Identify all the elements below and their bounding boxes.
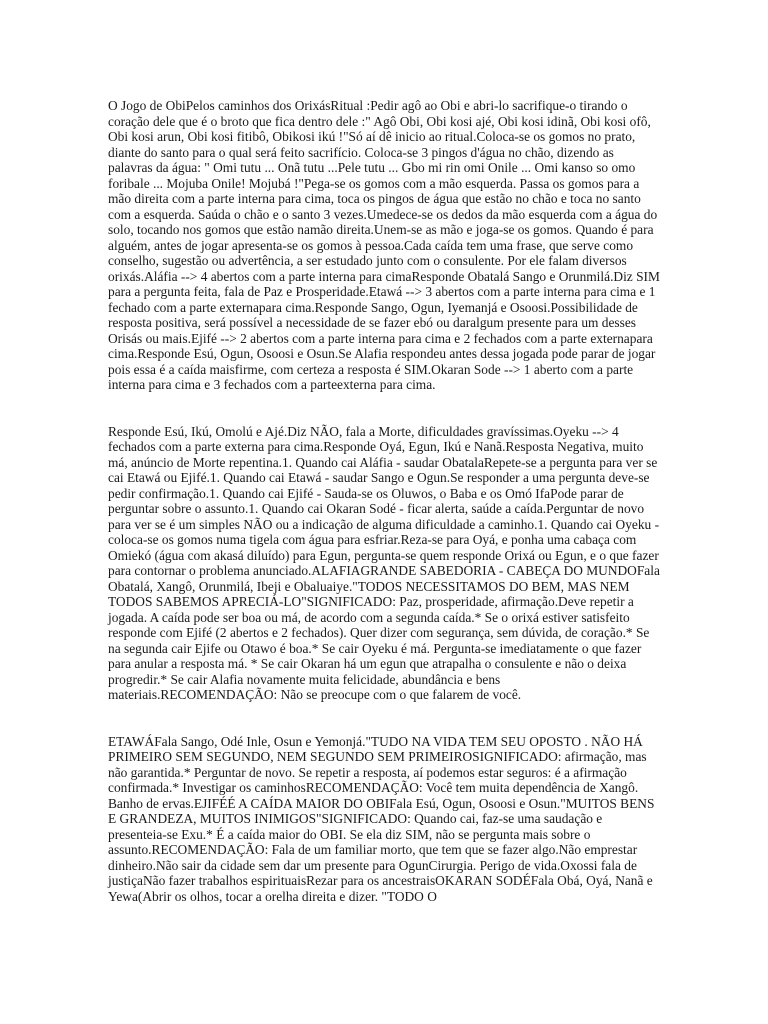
paragraph-responses: Responde Esú, Ikú, Omolú e Ajé.Diz NÃO, fala a Morte, dificuldades gravíssimas.Oyeku --> 4 fechados com a parte externa para cima.Responde Oyá, Egun, Ikú e Nanã.Resposta Negativa, muito má, anúncio de Morte repentina.1. Quando cai Aláfia - saudar ObatalaRepete-se a pergunta para ver se cai Etawá ou Ejifé.1. Quando cai Etawá - saudar Sango e Ogun.Se responder a uma pergunta deve-se pedir confirmação.1. Quando cai Ejifé - Sauda-se os Oluwos, o Baba e os Omó IfaPode parar de perguntar sobre o assunto.1. Quando cai Okaran Sodé - ficar alerta, saúde a caída.Perguntar de novo para ver se é um simples NÃO ou a indicação de alguma dificuldade a caminho.1. Quando cai Oyeku - coloca-se os gomos numa tigela com água para esfriar.Reza-se para Oyá, e ponha uma cabaça com Omiekó (água com akasá diluído) para Egun, pergunta-se quem responde Orixá ou Egun, e o que fazer para contornar o problema anunciado.ALAFIAGRANDE SABEDORIA - CABEÇA DO MUNDOFala Obatalá, Xangô, Orunmilá, Ibeji e Obaluaiye."TODOS NECESSITAMOS DO BEM, MAS NEM TODOS SABEMOS APRECIÁ-LO"SIGNIFICADO: Paz, prosperidade, afirmação.Deve repetir a jogada. A caída pode ser boa ou má, de acordo com a segunda caída.* Se o orixá estiver satisfeito responde com Ejifé (2 abertos e 2 fechados). Quer dizer com segurança, sem dúvida, de coração.* Se na segunda cair Ejife ou Otawo é boa.* Se cair Oyeku é má. Pergunta-se imediatamente o que fazer para anular a resposta má. * Se cair Okaran há um egun que atrapalha o consulente e não o deixa progredir.* Se cair Alafia novamente muita felicidade, abundância e bens materiais.RECOMENDAÇÃO: Não se preocupe com o que falarem de você. — [108, 423, 660, 702]
paragraph-gap — [108, 703, 660, 734]
paragraph-etawa: ETAWÁFala Sango, Odé Inle, Osun e Yemonjá."TUDO NA VIDA TEM SEU OPOSTO . NÃO HÁ PRIMEIRO SEM SEGUNDO, NEM SEGUNDO SEM PRIMEIROSIGNIFICADO: afirmação, mas não garantida.* Perguntar de novo. Se repetir a resposta, aí podemos estar seguros: é a afirmação confirmada.* Investigar os caminhosRECOMENDAÇÃO: Você tem muita dependência de Xangô. Banho de ervas.EJIFÉÉ A CAÍDA MAIOR DO OBIFala Esú, Ogun, Osoosi e Osun."MUITOS BENS E GRANDEZA, MUITOS INIMIGOS"SIGNIFICADO: Quando cai, faz-se uma saudação e presenteia-se Exu.* É a caída maior do OBI. Se ela diz SIM, não se pergunta mais sobre o assunto.RECOMENDAÇÃO: Fala de um familiar morto, que tem que se fazer algo.Não emprestar dinheiro.Não sair da cidade sem dar um presente para OgunCirurgia. Perigo de vida.Oxossi fala de justiçaNão fazer trabalhos espirituaisRezar para os ancestraisOKARAN SODÉFala Obá, Oyá, Nanã e Yewa(Abrir os olhos, tocar a orelha direita e dizer. "TODO O — [108, 733, 655, 904]
document-page — [108, 98, 660, 904]
paragraph-intro: O Jogo de ObiPelos caminhos dos OrixásRitual :Pedir agô ao Obi e abri-lo sacrifique-o tirando o coração dele que é o broto que fica dentro dele :" Agô Obi, Obi kosi ajé, Obi kosi idinã, Obi kosi ofô, Obi kosi arun, Obi kosi fitibô, Obikosi ikú !"Só aí dê inicio ao ritual.Coloca-se os gomos no prato, diante do santo para o qual será feito sacrifício. Coloca-se 3 pingos d'água no chão, dizendo as palavras da água: " Omi tutu ... Onã tutu ...Pele tutu ... Gbo mi rin omi Onile ... Omi kanso so omo foribale ... Mojuba Onile! Mojubá !"Pega-se os gomos com a mão esquerda. Passa os gomos para a mão direita com a parte interna para cima, toca os pingos de água que estão no chão e toca no santo com a esquerda. Saúda o chão e o santo 3 vezes.Umedece-se os dedos da mão esquerda com a água do solo, tocando nos gomos que estão namão direita.Unem-se as mão e joga-se os gomos. Quando é para alguém, antes de jogar apresenta-se os gomos à pessoa.Cada caída tem uma frase, que serve como conselho, sugestão ou advertência, a ser estudado junto com o consulente. Por ele falam diversos orixás.Aláfia --> 4 abertos com a parte interna para cimaResponde Obatalá Sango e Orunmilá.Diz SIM para a pergunta feita, fala de Paz e Prosperidade.Etawá --> 3 abertos com a parte interna para cima e 1 fechado com a parte externapara cima.Responde Sango, Ogun, Iyemanjá e Osoosi.Possibilidade de resposta positiva, será possível a necessidade de se fazer ebó ou daralgum presente para um desses Orisás ou mais.Ejifé --> 2 abertos com a parte interna para cima e 2 fechados com a parte externapara cima.Responde Esú, Ogun, Osoosi e Osun.Se Alafia respondeu antes dessa jogada pode parar de jogar pois essa é a caída maisfirme, com certeza a resposta é SIM.Okaran Sode --> 1 aberto com a parte interna para cima e 3 fechados com a parteexterna para cima. — [108, 98, 660, 392]
paragraph-gap — [108, 393, 660, 424]
